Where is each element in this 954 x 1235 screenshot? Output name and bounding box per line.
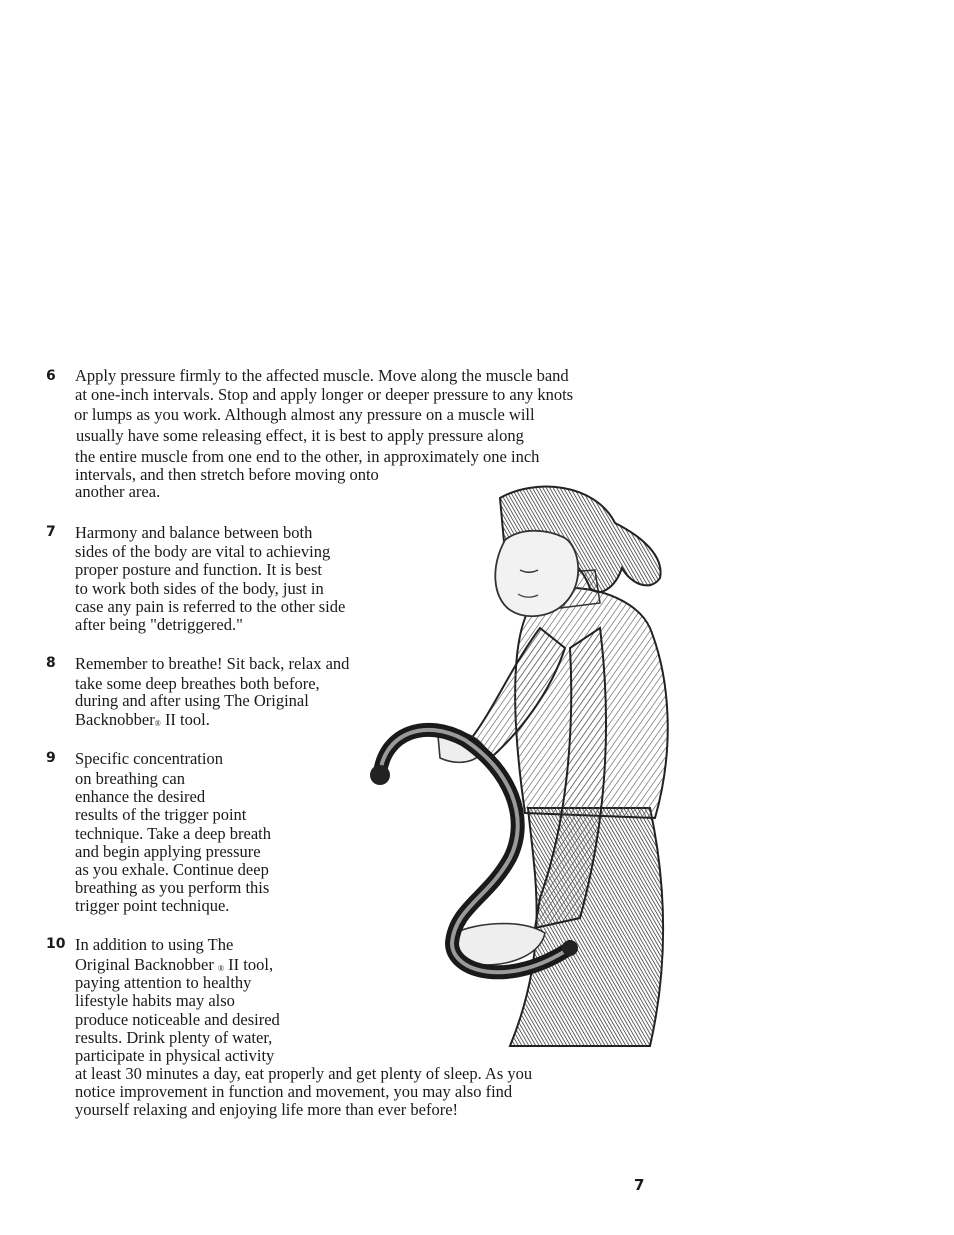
paragraph-10-line: paying attention to healthy [75,973,252,992]
paragraph-10-line: yourself relaxing and enjoying life more than ever before! [75,1100,459,1119]
paragraph-10-line: In addition to using The [75,935,234,954]
paragraph-8-line: take some deep breathes both before, [75,674,320,693]
paragraph-7-line: sides of the body are vital to achieving [75,542,331,561]
paragraph-6-line: another area. [75,482,161,501]
product-name: Original Backnobber [75,955,214,974]
paragraph-7-line: Harmony and balance between both [75,523,313,542]
paragraph-9-line: results of the trigger point [75,805,247,824]
page-number: 7 [634,1176,645,1194]
product-suffix: II tool, [224,955,274,974]
paragraph-9-line: as you exhale. Continue deep [75,860,269,879]
paragraph-7-line: case any pain is referred to the other side [75,597,346,616]
product-suffix: II tool. [160,710,210,729]
paragraph-6-line: Apply pressure firmly to the affected muscle. Move along the muscle band [75,366,569,385]
paragraph-9-line: breathing as you perform this [75,878,270,897]
paragraph-9-line: Specific concentration [75,749,223,768]
paragraph-8-line: Remember to breathe! Sit back, relax and [75,654,350,673]
paragraph-9-line: on breathing can [75,769,185,788]
paragraph-6-line: the entire muscle from one end to the other, in approximately one inch [75,447,540,466]
paragraph-8-line [75,711,210,733]
paragraph-7-line: to work both sides of the body, just in [75,579,324,598]
item-number-8: 8 [46,655,56,671]
paragraph-10-line: lifestyle habits may also [75,991,235,1010]
paragraph-6-line: or lumps as you work. Although almost any pressure on a muscle will [74,405,535,424]
paragraph-8-line: during and after using The Original [75,691,309,710]
registered-mark: ® [154,719,161,728]
paragraph-7-line: proper posture and function. It is best [75,560,322,579]
paragraph-6-line: usually have some releasing effect, it is best to apply pressure along [76,426,524,445]
item-number-6: 6 [46,368,56,384]
item-number-7: 7 [46,524,56,540]
paragraph-10-line: participate in physical activity [75,1046,275,1065]
item-number-9: 9 [46,750,56,766]
product-name: Backnobber [75,710,155,729]
woman-with-backnobber-illustration [360,478,700,1048]
paragraph-6-line: intervals, and then stretch before moving onto [75,465,379,484]
paragraph-9-line: technique. Take a deep breath [75,824,271,843]
paragraph-10-line: notice improvement in function and movement, you may also find [75,1082,513,1101]
paragraph-7-line: after being "detriggered." [75,615,243,634]
paragraph-6-line: at one-inch intervals. Stop and apply longer or deeper pressure to any knots [75,385,574,404]
paragraph-9-line: trigger point technique. [75,896,230,915]
item-number-10: 10 [46,936,66,952]
paragraph-10-line: at least 30 minutes a day, eat properly and get plenty of sleep. As you [75,1064,533,1083]
registered-mark: ® [217,964,225,973]
paragraph-9-line: enhance the desired [75,787,206,806]
paragraph-10-line: produce noticeable and desired [75,1010,280,1029]
paragraph-10-line: results. Drink plenty of water, [75,1028,273,1047]
paragraph-9-line: and begin applying pressure [75,842,261,861]
